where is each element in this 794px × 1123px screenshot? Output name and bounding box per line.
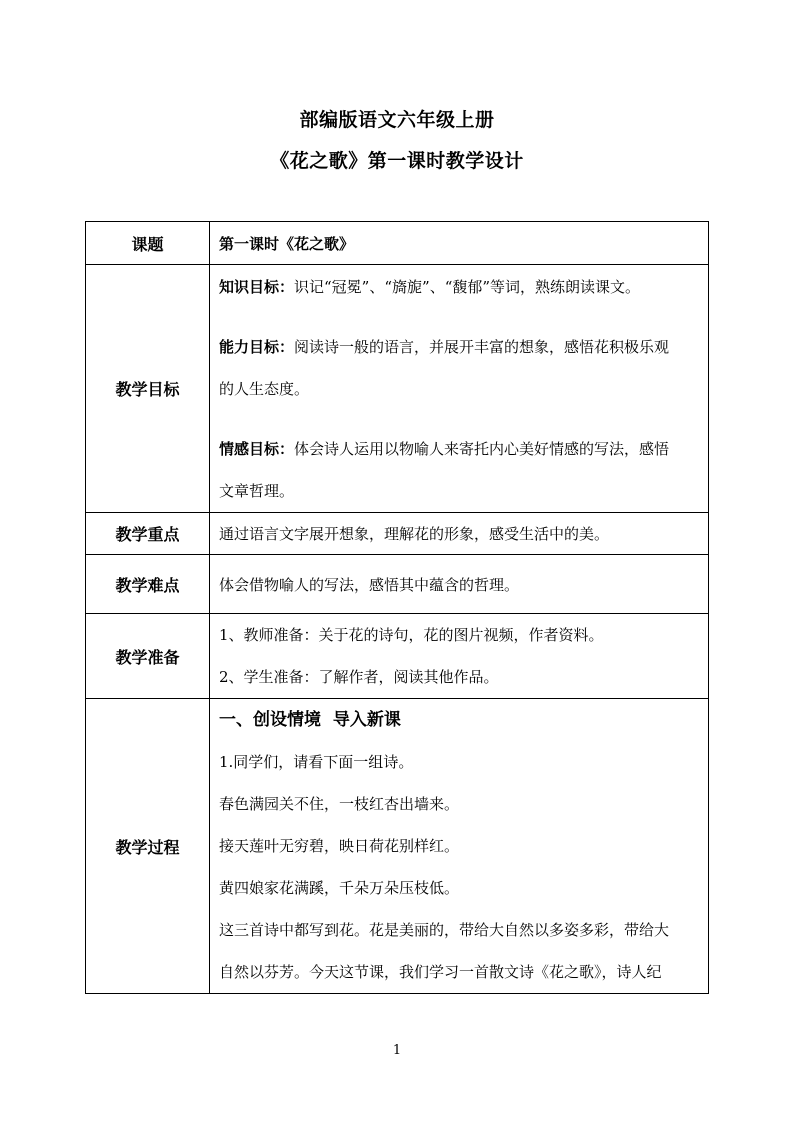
value-key-point: 通过语言文字展开想象，理解花的形象，感受生活中的美。 xyxy=(210,513,709,555)
process-line: 自然以芬芳。今天这节课，我们学习一首散文诗《花之歌》，诗人纪 xyxy=(219,963,662,981)
label-preparation: 教学准备 xyxy=(86,614,210,699)
label-topic: 课题 xyxy=(86,222,210,265)
knowledge-goal xyxy=(219,266,701,308)
document-subtitle: 《花之歌》第一课时教学设计 xyxy=(270,150,524,172)
row-topic xyxy=(86,222,709,265)
value-process xyxy=(210,699,709,994)
knowledge-goal-text: 识记“冠冕”、“旖旎”、“馥郁”等词，熟练朗读课文。 xyxy=(294,277,641,296)
row-goals xyxy=(86,265,709,513)
value-preparation xyxy=(210,614,709,699)
lesson-plan-table xyxy=(85,221,709,994)
ability-goal-text-1: 阅读诗一般的语言，并展开丰富的想象，感悟花积极乐观 xyxy=(294,337,670,356)
process-line: 春色满园关不住，一枝红杏出墙来。 xyxy=(219,795,460,813)
process-line: 接天莲叶无穷碧，映日荷花别样红。 xyxy=(219,837,460,855)
ability-goal-text-2: 的人生态度。 xyxy=(219,379,310,398)
ability-goal xyxy=(219,326,701,368)
emotion-goal-text-1: 体会诗人运用以物喻人来寄托内心美好情感的写法，感悟 xyxy=(294,439,670,458)
process-line: 黄四娘家花满蹊，千朵万朵压枝低。 xyxy=(219,879,460,897)
preparation-item-2: 2、学生准备：了解作者，阅读其他作品。 xyxy=(219,668,499,686)
label-key-point: 教学重点 xyxy=(86,513,210,555)
ability-goal-lead: 能力目标： xyxy=(219,337,295,356)
page-number: 1 xyxy=(392,1043,402,1058)
label-difficulty: 教学难点 xyxy=(86,555,210,614)
emotion-goal xyxy=(219,428,701,470)
row-difficulty xyxy=(86,555,709,614)
label-goals: 教学目标 xyxy=(86,265,210,513)
value-topic: 第一课时《花之歌》 xyxy=(210,222,709,265)
process-heading: 一、创设情境 导入新课 xyxy=(219,710,401,730)
emotion-goal-lead: 情感目标： xyxy=(219,439,295,458)
value-difficulty: 体会借物喻人的写法，感悟其中蕴含的哲理。 xyxy=(210,555,709,614)
row-preparation xyxy=(86,614,709,699)
preparation-item-1: 1、教师准备：关于花的诗句，花的图片视频，作者资料。 xyxy=(219,626,604,644)
document-title: 部编版语文六年级上册 xyxy=(299,109,495,131)
process-line: 这三首诗中都写到花。花是美丽的，带给大自然以多姿多彩，带给大 xyxy=(219,921,670,939)
knowledge-goal-lead: 知识目标： xyxy=(219,277,295,296)
value-goals xyxy=(210,265,709,513)
process-line: 1.同学们，请看下面一组诗。 xyxy=(219,753,414,771)
row-process xyxy=(86,699,709,994)
emotion-goal-text-2: 文章哲理。 xyxy=(219,481,295,500)
label-process: 教学过程 xyxy=(86,699,210,994)
row-key-point xyxy=(86,513,709,555)
